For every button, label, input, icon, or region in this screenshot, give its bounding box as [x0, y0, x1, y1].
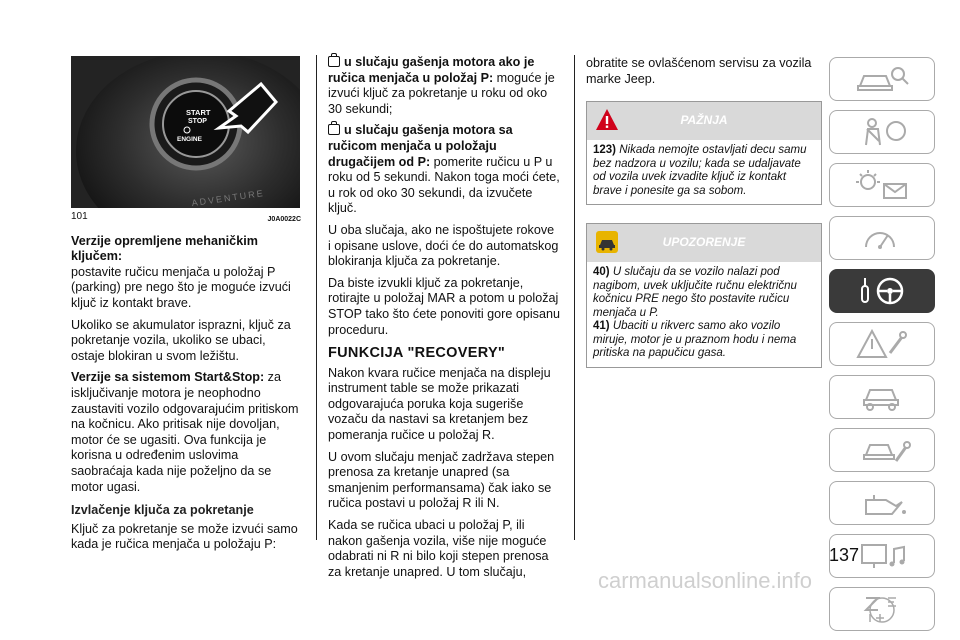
- heading-mechanical-key: Verzije opremljene mehaničkim ključem:: [71, 233, 258, 264]
- seatbelt-airbag-icon: [852, 115, 912, 149]
- ring-text: ADVENTURE: [191, 187, 266, 208]
- jack-car-icon: [852, 380, 912, 414]
- screen-music-icon: [852, 539, 912, 573]
- paragraph: Ukoliko se akumulator isprazni, ključ za pokretanje vozila, ukoliko se ubaci, ostaje blokiran u svom ležištu.: [71, 317, 291, 363]
- caution-number: 40): [593, 266, 610, 279]
- button-text-engine: ENGINE: [177, 136, 202, 143]
- caution-number: 41): [593, 320, 610, 333]
- figure-start-stop-button: [71, 56, 300, 208]
- warning-text: Nikada nemojte ostavljati decu samu bez nadzora u vozilu; kada se udaljavate od vozila uvek izvadite ključ iz kontakt brave i ponesite ga sa sobom.: [593, 144, 807, 197]
- paragraph: U ovom slučaju menjač zadržava stepen prenosa za kretanje unapred (sa smanjenim performansama) čak iako se ručica postavi u položaj R ili N.: [328, 449, 555, 511]
- bullet-icon: [328, 124, 340, 135]
- warning-box: [586, 101, 822, 205]
- bullet-item: [328, 55, 560, 117]
- bullet-item: [328, 123, 560, 217]
- figure-caption: [71, 209, 301, 228]
- column-divider: [316, 55, 317, 540]
- caution-item: [593, 266, 815, 320]
- paragraph: Kada se ručica ubaci u položaj P, ili nakon gašenja vozila, više nije moguće odabrati ni R ni bilo koji stepen prenosa za kretanje unapred. U tom slučaju,: [328, 518, 549, 579]
- gauge-icon: [852, 221, 912, 255]
- tab-wrench-car[interactable]: [829, 428, 935, 472]
- figure-code: J0A0022C: [267, 216, 301, 223]
- alphabet-index-icon: [852, 592, 912, 626]
- heading-key-extraction: Izvlačenje ključa za pokretanje: [71, 503, 254, 518]
- heading-recovery: FUNKCIJA "RECOVERY": [328, 345, 506, 362]
- tab-car-search[interactable]: [829, 57, 935, 101]
- button-text-stop: STOP: [188, 118, 207, 125]
- warning-header: [587, 102, 821, 140]
- oil-can-icon: [852, 486, 912, 520]
- bullet-bold: u slučaju gašenja motora ako je ručica menjača u položaj P:: [328, 55, 535, 85]
- warning-body: [587, 140, 821, 204]
- tab-lights-warning[interactable]: [829, 163, 935, 207]
- column-divider: [574, 55, 575, 540]
- tab-jack-car[interactable]: [829, 375, 935, 419]
- inline-heading-start-stop: Verzije sa sistemom Start&Stop:: [71, 370, 265, 385]
- tab-alphabet-index[interactable]: [829, 587, 935, 631]
- tab-seatbelt-airbag[interactable]: [829, 110, 935, 154]
- warning-number: 123): [593, 144, 617, 157]
- caution-body: [587, 262, 821, 367]
- paragraph: Nakon kvara ručice menjača na displeju instrument table se može prikazati odgovarajuća poruka koja sugeriše vozaču da nastavi sa kretanjem bez pomeranja ručice u položaj R.: [328, 365, 551, 443]
- key-steering-icon: [852, 274, 912, 308]
- paragraph: Ključ za pokretanje se može izvući samo kada je ručica menjača u položaju P:: [71, 521, 298, 552]
- tab-triangle-wrench[interactable]: [829, 322, 935, 366]
- column-2: [328, 55, 560, 586]
- caution-text: Ubaciti u rikverc samo ako vozilo miruje, motor je u praznom hodu i nema pritiska na papučicu gasa.: [593, 320, 797, 360]
- caution-text: U slučaju da se vozilo nalazi pod nagibom, uvek uključite ručnu električnu kočnicu PRE nego što postavite ručicu menjača u P.: [593, 266, 797, 319]
- wrench-car-icon: [852, 433, 912, 467]
- bullet-text: moguće je izvući ključ za pokretanje u roku od oko 30 sekundi;: [328, 70, 555, 116]
- bullet-icon: [328, 56, 340, 67]
- paragraph: postavite ručicu menjača u položaj P (parking) pre nego što je moguće izvući ključ iz kontakt brave.: [71, 264, 291, 310]
- bullet-bold: u slučaju gašenja motora sa ručicom menjača u položaju drugačijem od P:: [328, 123, 513, 169]
- button-text-start: START: [186, 108, 211, 117]
- column-3: [586, 56, 822, 368]
- car-search-icon: [852, 62, 912, 96]
- tab-oil-can[interactable]: [829, 481, 935, 525]
- paragraph: Da biste izvukli ključ za pokretanje, rotirajte u položaj MAR a potom u položaj STOP tako što ćete ponoviti gore opisanu proceduru.: [328, 275, 560, 337]
- paragraph-text: za isključivanje motora je neophodno zaustaviti vozilo odgovarajućim pritiskom na kočnicu. Ako pritisak nije dovoljan, motor će se ugasiti. Ova funkcija je korisna u određenim uslovima saobraćaja kada nije poželjno da se motor ugasi.: [71, 370, 299, 494]
- triangle-wrench-icon: [852, 327, 912, 361]
- watermark: carmanualsonline.info: [598, 568, 813, 593]
- tab-gauge[interactable]: [829, 216, 935, 260]
- paragraph: obratite se ovlašćenom servisu za vozila marke Jeep.: [586, 56, 812, 86]
- tab-key-steering[interactable]: [829, 269, 935, 313]
- caution-header: [587, 224, 821, 262]
- lights-warning-icon: [852, 168, 912, 202]
- warning-title: PAŽNJA: [680, 113, 728, 128]
- paragraph: U oba slučaja, ako ne ispoštujete rokove i opisane uslove, doći će do automatskog blokiranja ključa za pokretanje.: [328, 222, 559, 269]
- caution-title: UPOZORENJE: [662, 235, 746, 250]
- caution-item: [593, 320, 815, 361]
- bullet-text: pomerite ručicu u P u roku od 5 sekundi. Nakon toga moći ćete, u rok od oko 30 sekundi, da izvučete ključ.: [328, 154, 560, 216]
- column-1: [71, 56, 301, 559]
- figure-number: 101: [71, 211, 88, 222]
- page-number: 137: [829, 545, 860, 565]
- paragraph-start-stop: [71, 370, 301, 495]
- start-stop-photo: [71, 56, 300, 208]
- caution-box: [586, 223, 822, 368]
